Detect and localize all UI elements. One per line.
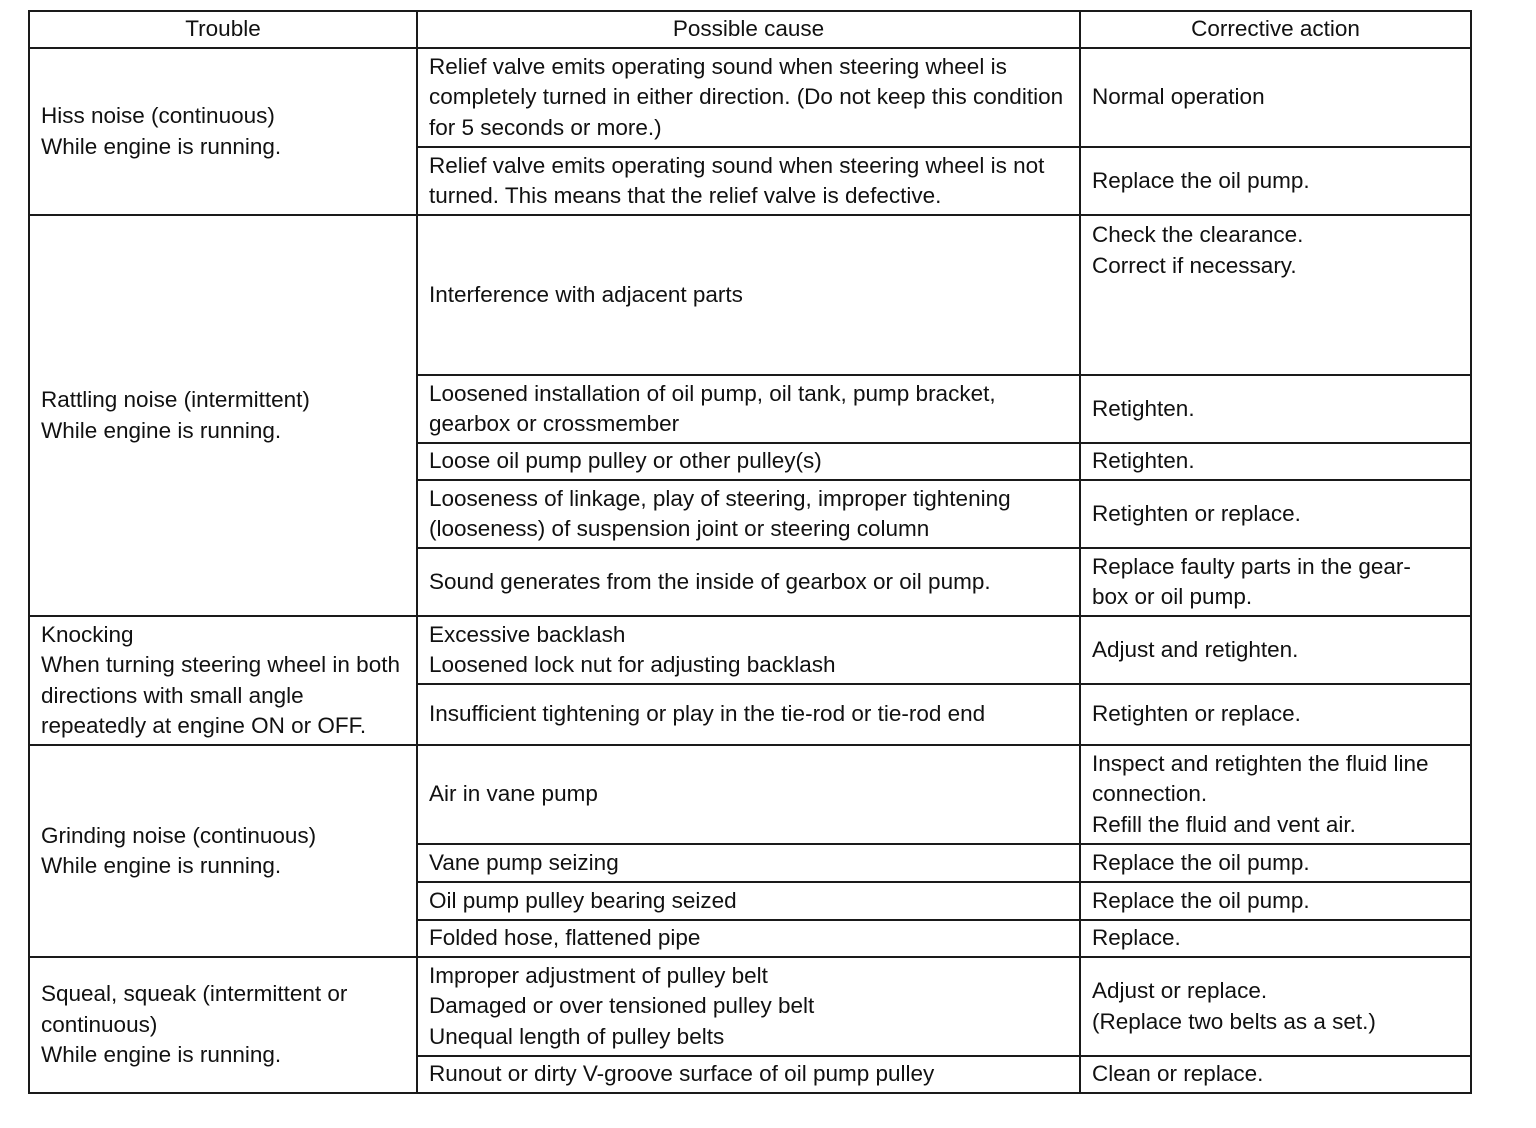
table-row — [29, 48, 1471, 147]
action-cell: Replace the oil pump. — [1080, 147, 1471, 215]
action-cell: Normal operation — [1080, 48, 1471, 147]
action-cell: Retighten. — [1080, 443, 1471, 480]
action-cell: Retighten. — [1080, 375, 1471, 443]
action-cell: Replace the oil pump. — [1080, 844, 1471, 882]
action-cell: Clean or replace. — [1080, 1056, 1471, 1093]
trouble-table — [28, 10, 1472, 1094]
trouble-cell-grinding-noise: Grinding noise (continuous) While engine is running. — [29, 745, 417, 957]
trouble-cell-squeal-squeak: Squeal, squeak (intermittent or continuous) While engine is running. — [29, 957, 417, 1093]
cause-cell: Oil pump pulley bearing seized — [417, 882, 1080, 920]
header-row — [29, 11, 1471, 48]
action-cell: Inspect and retighten the fluid line connection. Refill the fluid and vent air. — [1080, 745, 1471, 844]
action-cell: Replace. — [1080, 920, 1471, 957]
cause-cell: Loose oil pump pulley or other pulley(s) — [417, 443, 1080, 480]
action-cell: Check the clearance. Correct if necessary. — [1080, 215, 1471, 375]
cause-cell: Sound generates from the inside of gearbox or oil pump. — [417, 548, 1080, 616]
header-corrective-action: Corrective action — [1080, 11, 1471, 48]
cause-cell: Runout or dirty V-groove surface of oil pump pulley — [417, 1056, 1080, 1093]
trouble-cell-hiss-noise: Hiss noise (continuous) While engine is running. — [29, 48, 417, 215]
cause-cell: Folded hose, flattened pipe — [417, 920, 1080, 957]
action-cell: Retighten or replace. — [1080, 684, 1471, 745]
cause-cell: Excessive backlash Loosened lock nut for adjusting backlash — [417, 616, 1080, 684]
trouble-cell-knocking: Knocking When turning steering wheel in both directions with small angle repeatedly at engine ON or OFF. — [29, 616, 417, 745]
trouble-cell-rattling-noise: Rattling noise (intermittent) While engine is running. — [29, 215, 417, 616]
cause-cell: Vane pump seizing — [417, 844, 1080, 882]
cause-cell: Loosened installation of oil pump, oil tank, pump bracket, gearbox or crossmember — [417, 375, 1080, 443]
cause-cell: Relief valve emits operating sound when steering wheel is completely turned in either direction. (Do not keep this condition for 5 seconds or more.) — [417, 48, 1080, 147]
action-cell: Replace the oil pump. — [1080, 882, 1471, 920]
cause-cell: Air in vane pump — [417, 745, 1080, 844]
cause-cell: Looseness of linkage, play of steering, improper tightening (looseness) of suspension joint or steering column — [417, 480, 1080, 548]
header-trouble: Trouble — [29, 11, 417, 48]
action-cell: Adjust or replace. (Replace two belts as a set.) — [1080, 957, 1471, 1056]
cause-cell: Insufficient tightening or play in the tie-rod or tie-rod end — [417, 684, 1080, 745]
header-possible-cause: Possible cause — [417, 11, 1080, 48]
action-cell: Adjust and retighten. — [1080, 616, 1471, 684]
cause-cell: Relief valve emits operating sound when steering wheel is not turned. This means that the relief valve is defective. — [417, 147, 1080, 215]
cause-cell: Interference with adjacent parts — [417, 215, 1080, 375]
cause-cell: Improper adjustment of pulley belt Damaged or over tensioned pulley belt Unequal length of pulley belts — [417, 957, 1080, 1056]
table-row — [29, 616, 1471, 684]
table-row — [29, 745, 1471, 844]
action-cell: Retighten or replace. — [1080, 480, 1471, 548]
action-cell: Replace faulty parts in the gear- box or oil pump. — [1080, 548, 1471, 616]
table-row — [29, 957, 1471, 1056]
table-row — [29, 215, 1471, 375]
